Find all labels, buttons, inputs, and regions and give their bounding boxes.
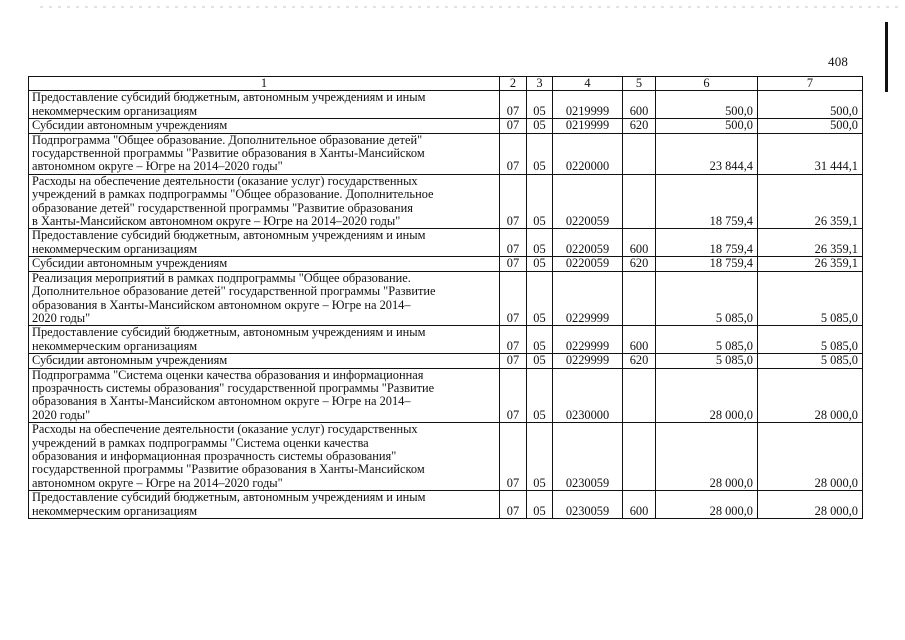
- row-description-line: Подпрограмма "Система оценки качества образования и информационная: [32, 368, 424, 382]
- subsection-code: 05: [527, 91, 553, 119]
- amount-col-7: 5 085,0: [758, 354, 863, 368]
- amount-col-7: 31 444,1: [758, 133, 863, 174]
- column-header-1: 1: [29, 77, 500, 91]
- row-description-line: некоммерческим организациям: [32, 338, 198, 353]
- row-description-line: Дополнительное образование детей" государственной программы "Развитие: [32, 284, 436, 299]
- row-description: [29, 423, 500, 491]
- row-description-line: Предоставление субсидий бюджетным, автономным учреждениям и иным: [32, 228, 426, 243]
- table-row: [29, 133, 863, 174]
- section-code: 07: [500, 119, 527, 133]
- row-description-line: Реализация мероприятий в рамках подпрограммы "Общее образование.: [32, 271, 411, 285]
- amount-col-7: 500,0: [758, 91, 863, 119]
- table-row: [29, 368, 863, 423]
- expense-type-code: 600: [623, 491, 656, 519]
- row-description-line: автономном округе – Югре на 2014–2020 годы": [32, 475, 283, 490]
- row-description-line: государственной программы "Развитие образования в Ханты-Мансийском: [32, 462, 425, 477]
- expense-type-code: 600: [623, 229, 656, 257]
- row-description-line: автономном округе – Югре на 2014–2020 годы": [32, 159, 283, 174]
- section-code: 07: [500, 368, 527, 423]
- section-code: 07: [500, 423, 527, 491]
- row-description: [29, 91, 500, 119]
- amount-col-6: 5 085,0: [656, 354, 758, 368]
- target-article-code: 0219999: [553, 119, 623, 133]
- row-description-line: образования и информационная прозрачность системы образования": [32, 448, 397, 463]
- table-row: [29, 229, 863, 257]
- amount-col-7: 28 000,0: [758, 423, 863, 491]
- subsection-code: 05: [527, 354, 553, 368]
- row-description-line: образования в Ханты-Мансийском автономном округе – Югре на 2014–: [32, 394, 411, 409]
- subsection-code: 05: [527, 491, 553, 519]
- amount-col-7: 26 359,1: [758, 174, 863, 229]
- amount-col-6: 500,0: [656, 119, 758, 133]
- amount-col-6: 5 085,0: [656, 326, 758, 354]
- row-description-line: некоммерческим организациям: [32, 241, 198, 256]
- column-header-2: 2: [500, 77, 527, 91]
- expense-type-code: [623, 271, 656, 326]
- row-description: [29, 326, 500, 354]
- row-description: [29, 229, 500, 257]
- column-header-6: 6: [656, 77, 758, 91]
- column-header-4: 4: [553, 77, 623, 91]
- binding-mark: [885, 22, 888, 92]
- subsection-code: 05: [527, 133, 553, 174]
- row-description-line: в Ханты-Мансийском автономном округе – Югре на 2014–2020 годы": [32, 214, 401, 229]
- row-description: [29, 354, 500, 368]
- row-description-line: Субсидии автономным учреждениям: [32, 353, 228, 368]
- amount-col-6: 18 759,4: [656, 229, 758, 257]
- row-description-line: Субсидии автономным учреждениям: [32, 118, 228, 133]
- subsection-code: 05: [527, 423, 553, 491]
- section-code: 07: [500, 229, 527, 257]
- subsection-code: 05: [527, 326, 553, 354]
- table-row: [29, 326, 863, 354]
- amount-col-6: 28 000,0: [656, 423, 758, 491]
- row-description: [29, 491, 500, 519]
- subsection-code: 05: [527, 257, 553, 271]
- expense-type-code: 620: [623, 354, 656, 368]
- subsection-code: 05: [527, 174, 553, 229]
- row-description-line: учреждений в рамках подпрограммы "Общее образование. Дополнительное: [32, 187, 434, 202]
- expense-type-code: [623, 423, 656, 491]
- page-number: 408: [828, 54, 849, 69]
- target-article-code: 0230059: [553, 491, 623, 519]
- row-description-line: Предоставление субсидий бюджетным, автономным учреждениям и иным: [32, 490, 426, 505]
- row-description-line: образование детей" государственной программы "Развитие образования: [32, 200, 413, 215]
- subsection-code: 05: [527, 368, 553, 423]
- table-row: [29, 91, 863, 119]
- target-article-code: 0229999: [553, 354, 623, 368]
- table-row: [29, 491, 863, 519]
- row-description-line: 2020 годы": [32, 310, 91, 325]
- section-code: 07: [500, 354, 527, 368]
- expense-type-code: [623, 174, 656, 229]
- row-description-line: Предоставление субсидий бюджетным, автономным учреждениям и иным: [32, 325, 426, 340]
- amount-col-7: 28 000,0: [758, 491, 863, 519]
- row-description: [29, 174, 500, 229]
- row-description-line: некоммерческим организациям: [32, 103, 198, 118]
- amount-col-6: 23 844,4: [656, 133, 758, 174]
- table-row: [29, 423, 863, 491]
- row-description-line: Расходы на обеспечение деятельности (оказание услуг) государственных: [32, 174, 418, 188]
- target-article-code: 0219999: [553, 91, 623, 119]
- subsection-code: 05: [527, 271, 553, 326]
- target-article-code: 0230000: [553, 368, 623, 423]
- table-row: [29, 174, 863, 229]
- target-article-code: 0220059: [553, 174, 623, 229]
- amount-col-6: 18 759,4: [656, 257, 758, 271]
- section-code: 07: [500, 491, 527, 519]
- table-row: [29, 257, 863, 271]
- row-description: [29, 368, 500, 423]
- expense-type-code: [623, 368, 656, 423]
- expense-type-code: 620: [623, 119, 656, 133]
- table-header-row: [29, 77, 863, 91]
- row-description-line: 2020 годы": [32, 407, 91, 422]
- amount-col-6: 500,0: [656, 91, 758, 119]
- row-description-line: прозрачность системы образования" государственной программы "Развитие: [32, 380, 435, 395]
- budget-table: [28, 76, 863, 519]
- subsection-code: 05: [527, 229, 553, 257]
- column-header-7: 7: [758, 77, 863, 91]
- target-article-code: 0229999: [553, 326, 623, 354]
- expense-type-code: [623, 133, 656, 174]
- table-row: [29, 119, 863, 133]
- column-header-5: 5: [623, 77, 656, 91]
- table-row: [29, 271, 863, 326]
- amount-col-7: 26 359,1: [758, 257, 863, 271]
- amount-col-6: 18 759,4: [656, 174, 758, 229]
- row-description-line: некоммерческим организациям: [32, 503, 198, 518]
- scan-edge-artifact: [40, 6, 900, 8]
- section-code: 07: [500, 271, 527, 326]
- section-code: 07: [500, 174, 527, 229]
- row-description-line: учреждений в рамках подпрограммы "Система оценки качества: [32, 435, 369, 450]
- row-description-line: государственной программы "Развитие образования в Ханты-Мансийском: [32, 146, 425, 161]
- row-description: [29, 271, 500, 326]
- section-code: 07: [500, 326, 527, 354]
- amount-col-7: 500,0: [758, 119, 863, 133]
- target-article-code: 0230059: [553, 423, 623, 491]
- subsection-code: 05: [527, 119, 553, 133]
- amount-col-7: 5 085,0: [758, 271, 863, 326]
- target-article-code: 0220059: [553, 257, 623, 271]
- section-code: 07: [500, 133, 527, 174]
- row-description: [29, 257, 500, 271]
- section-code: 07: [500, 91, 527, 119]
- expense-type-code: 600: [623, 91, 656, 119]
- row-description-line: Предоставление субсидий бюджетным, автономным учреждениям и иным: [32, 90, 426, 105]
- expense-type-code: 600: [623, 326, 656, 354]
- target-article-code: 0220000: [553, 133, 623, 174]
- row-description-line: Субсидии автономным учреждениям: [32, 256, 228, 271]
- target-article-code: 0220059: [553, 229, 623, 257]
- amount-col-7: 5 085,0: [758, 326, 863, 354]
- row-description-line: Подпрограмма "Общее образование. Дополнительное образование детей": [32, 133, 423, 147]
- column-header-3: 3: [527, 77, 553, 91]
- row-description: [29, 119, 500, 133]
- amount-col-7: 28 000,0: [758, 368, 863, 423]
- amount-col-6: 5 085,0: [656, 271, 758, 326]
- row-description-line: образования в Ханты-Мансийском автономном округе – Югре на 2014–: [32, 297, 411, 312]
- row-description: [29, 133, 500, 174]
- section-code: 07: [500, 257, 527, 271]
- target-article-code: 0229999: [553, 271, 623, 326]
- table-row: [29, 354, 863, 368]
- row-description-line: Расходы на обеспечение деятельности (оказание услуг) государственных: [32, 422, 418, 437]
- amount-col-6: 28 000,0: [656, 368, 758, 423]
- amount-col-6: 28 000,0: [656, 491, 758, 519]
- amount-col-7: 26 359,1: [758, 229, 863, 257]
- expense-type-code: 620: [623, 257, 656, 271]
